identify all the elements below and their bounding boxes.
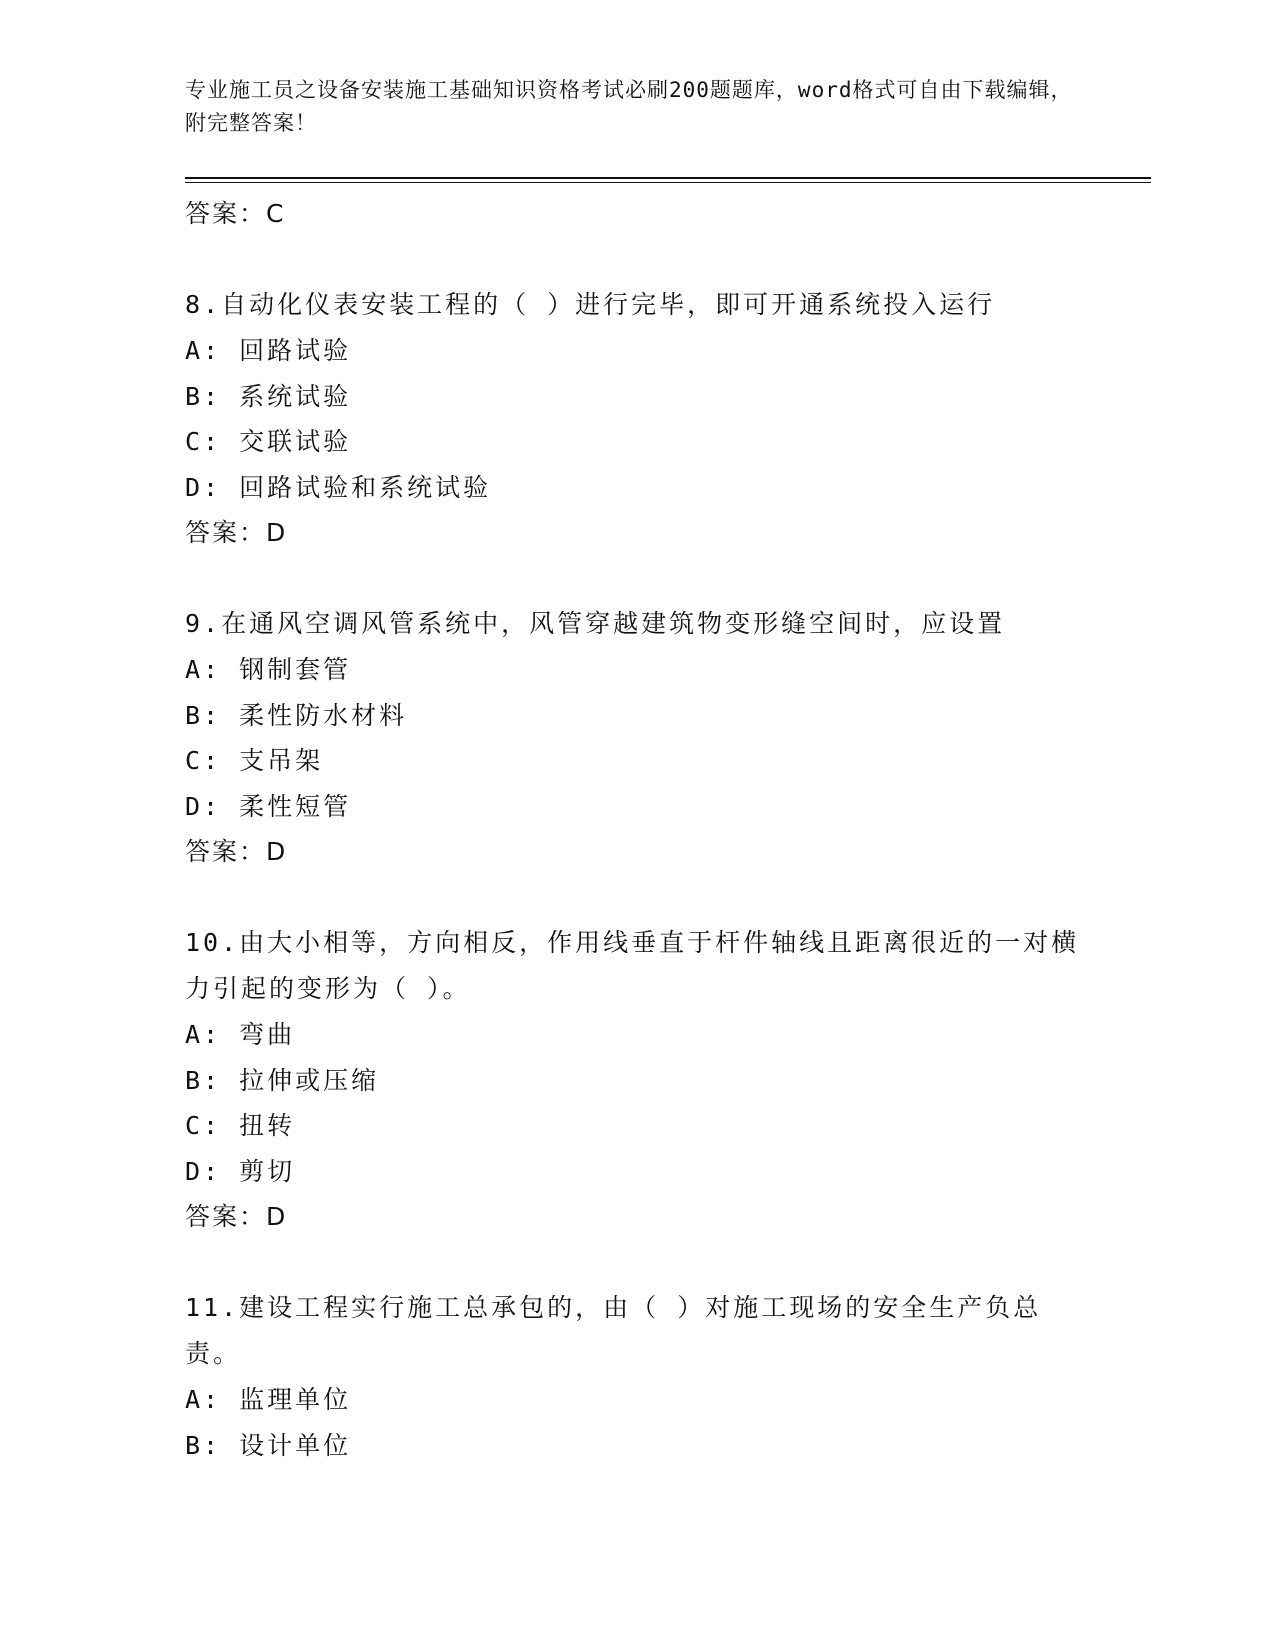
question-stem: 8.自动化仪表安装工程的（ ）进行完毕，即可开通系统投入运行	[185, 290, 996, 319]
document-header: 专业施工员之设备安装施工基础知识资格考试必刷200题题库，word格式可自由下载编辑，附完整答案！	[185, 78, 1073, 135]
question-8	[185, 282, 1085, 555]
answer-line: 答案：D	[185, 1202, 288, 1231]
option-c: C: 扭转	[185, 1111, 296, 1140]
header-rule-thick	[185, 177, 1151, 179]
answer-line: 答案：D	[185, 837, 288, 866]
question-10	[185, 920, 1085, 1239]
question-stem: 10.由大小相等，方向相反，作用线垂直于杆件轴线且距离很近的一对横力引起的变形为（ ）。	[185, 928, 1080, 1003]
option-d: D: 剪切	[185, 1156, 296, 1186]
question-9	[185, 601, 1085, 874]
option-b: B: 拉伸或压缩	[185, 1065, 380, 1095]
option-d: D: 柔性短管	[185, 791, 352, 821]
question-stem: 9.在通风空调风管系统中，风管穿越建筑物变形缝空间时，应设置	[185, 609, 1006, 638]
header-rule-thin	[185, 182, 1151, 183]
question-11	[185, 1285, 1085, 1468]
question-stem: 11.建设工程实行施工总承包的，由（ ）对施工现场的安全生产负总责。	[185, 1293, 1042, 1368]
option-b: B: 柔性防水材料	[185, 700, 408, 730]
option-c: C: 支吊架	[185, 746, 324, 775]
answer-line: 答案：D	[185, 518, 288, 547]
option-a: A: 钢制套管	[185, 655, 352, 684]
option-d: D: 回路试验和系统试验	[185, 472, 492, 502]
option-b: B: 系统试验	[185, 381, 352, 411]
option-c: C: 交联试验	[185, 427, 352, 456]
option-a: A: 回路试验	[185, 336, 352, 365]
option-a: A: 弯曲	[185, 1020, 296, 1049]
option-b: B: 设计单位	[185, 1430, 352, 1460]
answer-line: 答案：C	[185, 199, 286, 228]
question-list	[185, 191, 1085, 1468]
option-a: A: 监理单位	[185, 1385, 352, 1414]
